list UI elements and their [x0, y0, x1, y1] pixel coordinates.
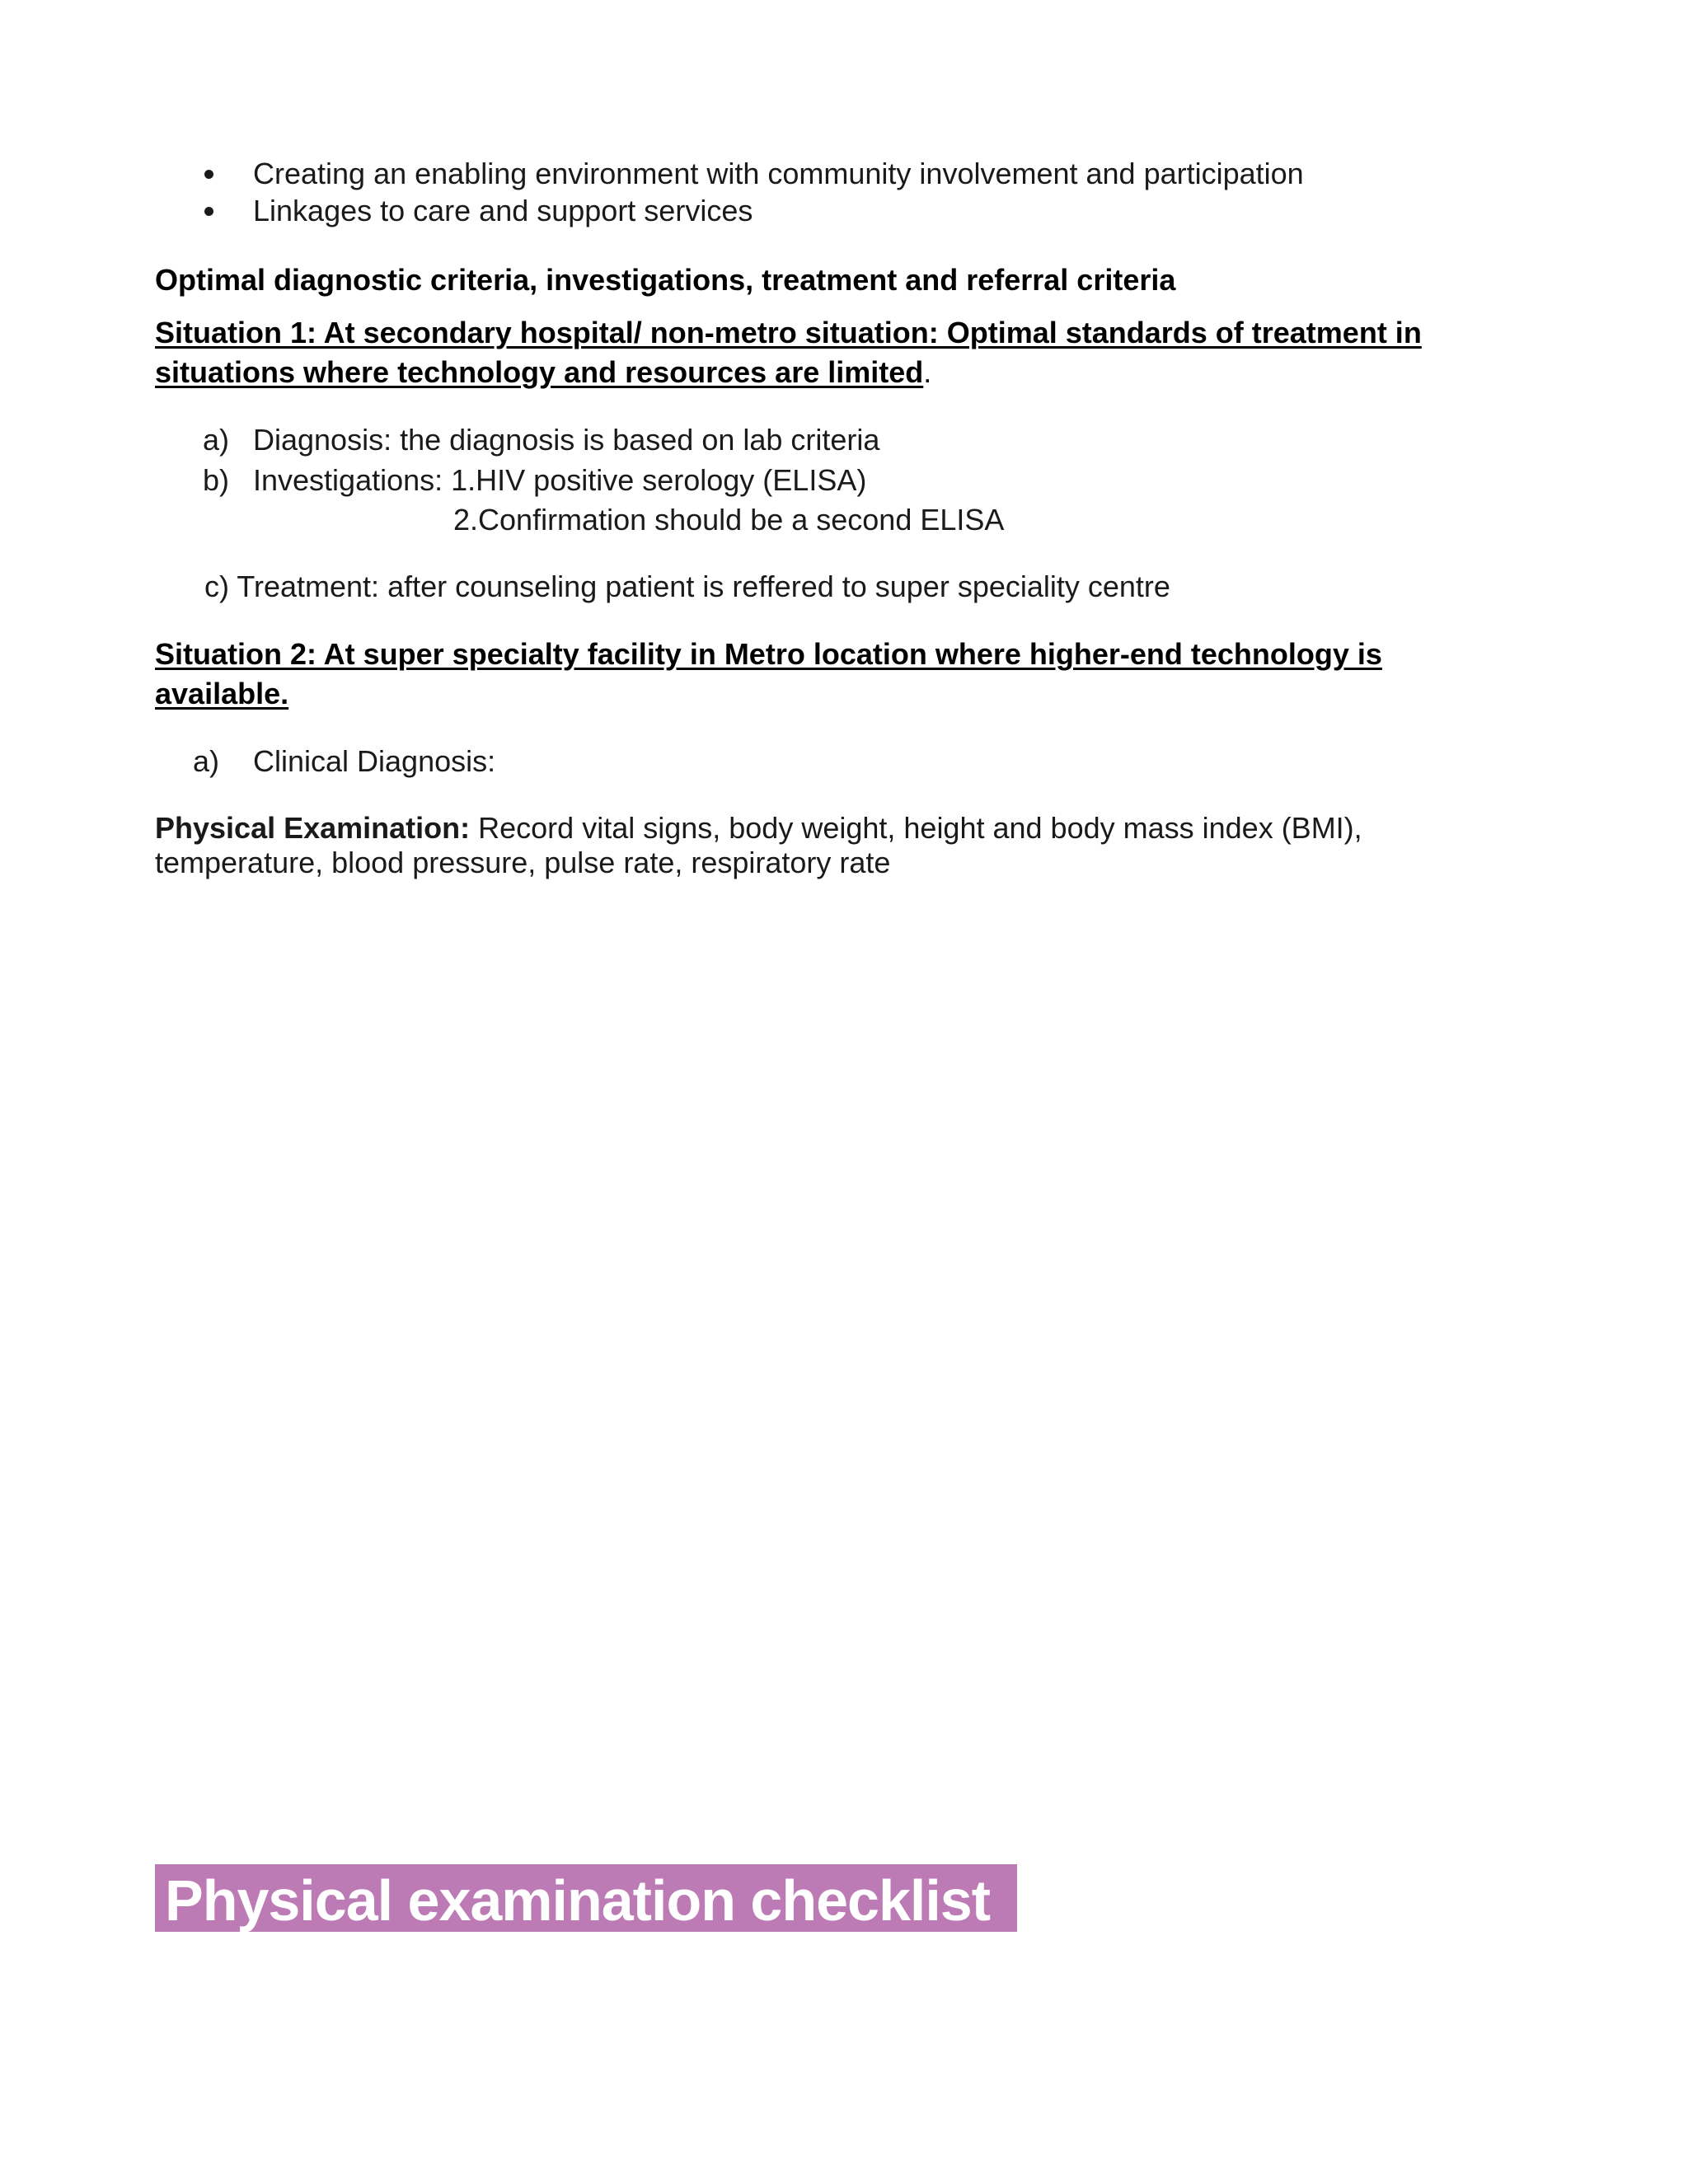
- physical-exam-paragraph-line2: temperature, blood pressure, pulse rate, respiratory rate: [155, 846, 891, 879]
- physical-exam-text: Record vital signs, body weight, height and body mass index (BMI),: [470, 811, 1362, 845]
- situation2-heading-text: available.: [155, 677, 289, 710]
- bullet-dot: [204, 207, 213, 216]
- bullet-item: Creating an enabling environment with community involvement and participation: [253, 157, 1304, 190]
- physical-exam-paragraph-line1: [155, 810, 1362, 846]
- situation1-heading-text: Situation 1: At secondary hospital/ non-metro situation: Optimal standards of treatment in: [155, 316, 1422, 349]
- investigations-item: Investigations: 1.HIV positive serology (ELISA): [253, 463, 867, 497]
- clinical-diagnosis-item: Clinical Diagnosis:: [253, 744, 496, 778]
- situation1-heading-text: situations where technology and resources are limited: [155, 355, 924, 389]
- bullet-dot: [204, 170, 213, 179]
- investigations-item-line2: 2.Confirmation should be a second ELISA: [453, 503, 1005, 537]
- situation1-heading-period: .: [923, 355, 932, 389]
- list-marker: b): [203, 463, 230, 497]
- checklist-banner: [155, 1864, 1017, 1932]
- situation1-heading-line1: [155, 315, 1422, 350]
- physical-exam-label: Physical Examination:: [155, 811, 471, 845]
- treatment-item: c) Treatment: after counseling patient is reffered to super speciality centre: [204, 569, 1170, 603]
- section-heading: Optimal diagnostic criteria, investigations, treatment and referral criteria: [155, 263, 1176, 297]
- bullet-item: Linkages to care and support services: [253, 194, 753, 227]
- situation2-heading-text: Situation 2: At super specialty facility in Metro location where higher-end technology is: [155, 637, 1382, 671]
- checklist-banner-title: Physical examination checklist: [165, 1868, 991, 1933]
- situation2-heading-line1: [155, 636, 1382, 672]
- list-marker: a): [203, 423, 230, 457]
- diagnosis-item: Diagnosis: the diagnosis is based on lab criteria: [253, 423, 880, 457]
- situation2-heading-line2: [155, 676, 288, 711]
- list-marker: a): [193, 744, 220, 778]
- situation1-heading-line2: [155, 354, 931, 390]
